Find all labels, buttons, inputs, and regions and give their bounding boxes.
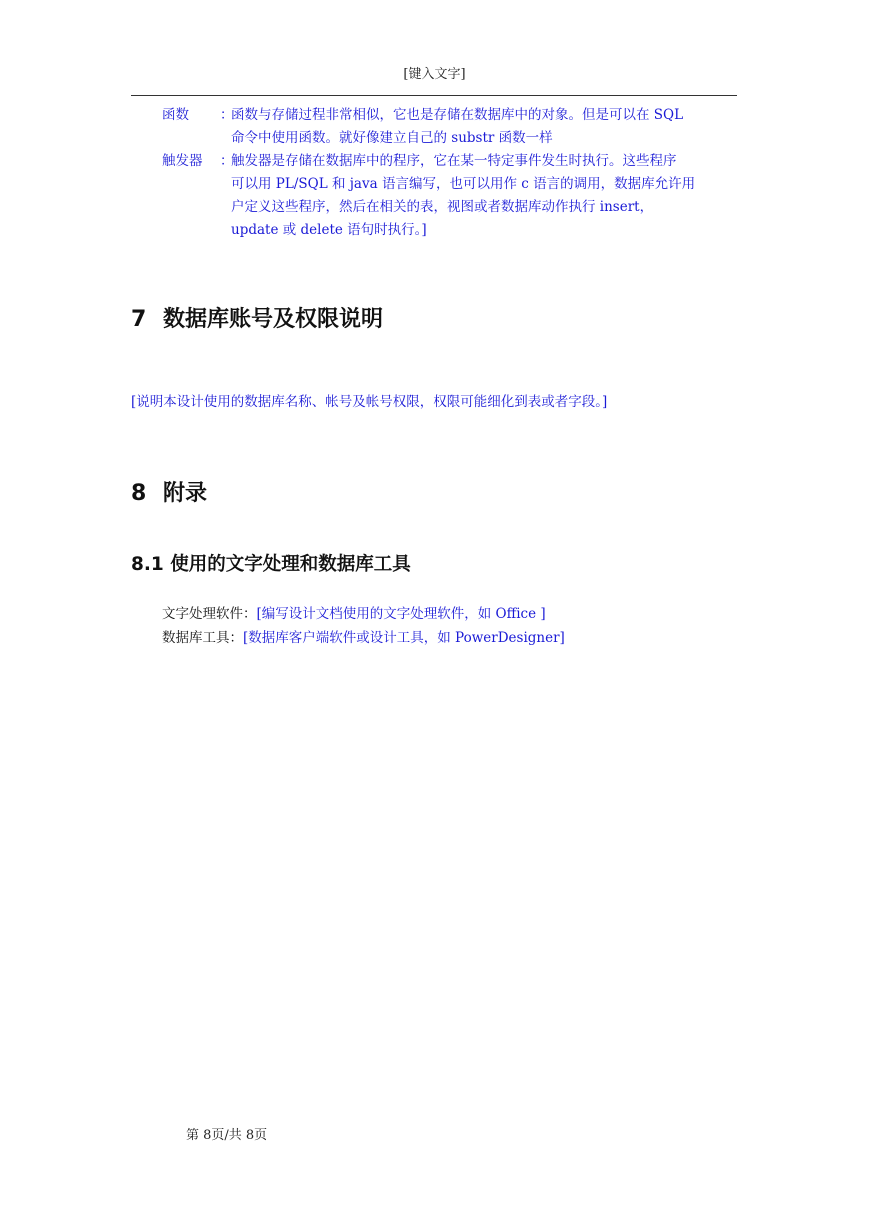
definition-separator: ： [220, 153, 234, 169]
section-8-heading [131, 476, 207, 507]
tool-label: 数据库工具： [162, 630, 243, 646]
section-7-note: [说明本设计使用的数据库名称、帐号及帐号权限，权限可能细化到表或者字段。] [131, 394, 608, 410]
definition-line: 函数与存储过程非常相似，它也是存储在数据库中的对象。但是可以在 SQL [231, 107, 684, 123]
definition-separator: ： [220, 107, 234, 123]
section-7-heading [131, 302, 383, 333]
section-title: 附录 [163, 481, 208, 506]
section-number: 8 [131, 481, 147, 506]
tool-label: 文字处理软件： [162, 606, 257, 622]
section-number: 7 [131, 307, 147, 332]
definition-line: 触发器是存储在数据库中的程序，它在某一特定事件发生时执行。这些程序 [231, 153, 677, 169]
section-8-1-heading: 8.1 使用的文字处理和数据库工具 [131, 554, 411, 575]
definition-line: 可以用 PL/SQL 和 java 语言编写，也可以用作 c 语言的调用，数据库允许用 [231, 176, 696, 192]
header-rule [131, 95, 737, 96]
tool-value: [编写设计文档使用的文字处理软件，如 Office ] [256, 606, 546, 622]
definition-term: 函数 [162, 107, 189, 123]
tool-item-database-tool [162, 627, 565, 650]
tool-value: [数据库客户端软件或设计工具，如 PowerDesigner] [243, 630, 565, 646]
page-footer: 第 8页/共 8页 [186, 1128, 268, 1143]
section-title: 数据库账号及权限说明 [163, 307, 384, 332]
definition-line: 户定义这些程序，然后在相关的表，视图或者数据库动作执行 insert， [231, 199, 654, 215]
tool-item-word-processor [162, 603, 546, 626]
definition-function [162, 104, 738, 150]
definition-line: 命令中使用函数。就好像建立自己的 substr 函数一样 [231, 130, 553, 146]
page-header: [键入文字] [403, 67, 466, 82]
definition-line: update 或 delete 语句时执行。] [231, 222, 427, 238]
definition-body [231, 150, 738, 242]
definition-body [231, 104, 738, 150]
definition-term: 触发器 [162, 153, 203, 169]
definition-trigger [162, 150, 738, 242]
